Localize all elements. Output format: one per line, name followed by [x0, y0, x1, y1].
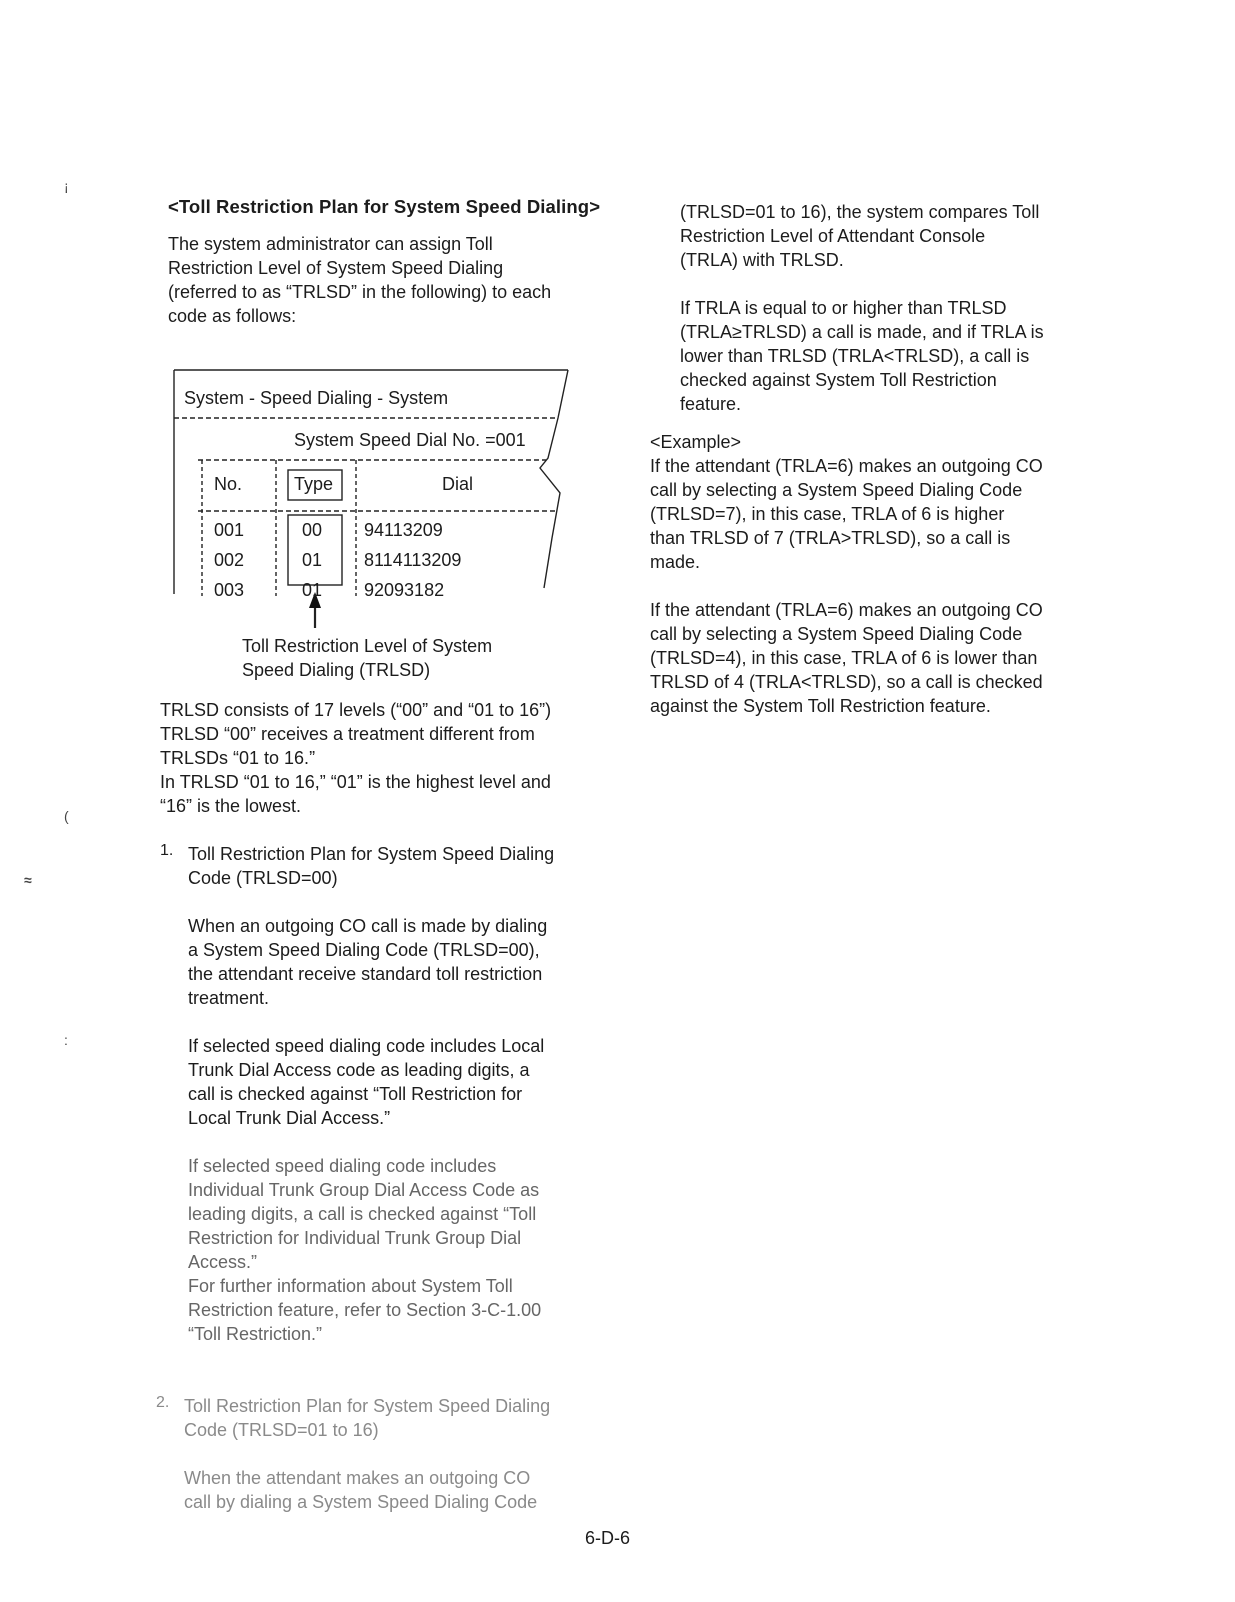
text-line: If the attendant (TRLA=6) makes an outgoing CO	[650, 456, 1043, 476]
text-line: Toll Restriction Plan for System Speed Dialing	[188, 844, 555, 864]
row-no: 003	[214, 580, 245, 600]
screen-figure	[168, 348, 628, 688]
caption-line: Toll Restriction Level of System	[242, 636, 493, 656]
text-line: Code (TRLSD=01 to 16)	[184, 1420, 379, 1440]
text-line: Individual Trunk Group Dial Access Code as	[188, 1180, 540, 1200]
text-line: TRLSD “00” receives a treatment different from	[160, 724, 535, 744]
text-line: Code (TRLSD=00)	[188, 868, 338, 888]
text-line: For further information about System Toll	[188, 1276, 513, 1296]
row-type: 01	[302, 580, 323, 600]
text-line: the attendant receive standard toll restriction	[188, 964, 543, 984]
text-line: Restriction Level of System Speed Dialing	[168, 258, 504, 278]
text-line: When the attendant makes an outgoing CO	[184, 1468, 531, 1488]
column-header-type: Type	[294, 474, 334, 494]
text-line: TRLSDs “01 to 16.”	[160, 748, 316, 768]
left-column	[156, 196, 620, 1514]
text-line: than TRLSD of 7 (TRLA>TRLSD), so a call is	[650, 528, 1011, 548]
row-dial: 94113209	[364, 520, 443, 540]
text-line: If TRLA is equal to or higher than TRLSD	[680, 298, 1007, 318]
text-line: (referred to as “TRLSD” in the following) to each	[168, 282, 552, 302]
section-heading: <Toll Restriction Plan for System Speed Dialing>	[168, 196, 601, 217]
screen-title: System - Speed Dialing - System	[184, 388, 449, 408]
text-line: (TRLA≥TRLSD) a call is made, and if TRLA is	[680, 322, 1044, 342]
row-dial: 92093182	[364, 580, 445, 600]
text-line: (TRLA) with TRLSD.	[680, 250, 844, 270]
text-line: If the attendant (TRLA=6) makes an outgoing CO	[650, 600, 1043, 620]
row-dial: 8114113209	[364, 550, 462, 570]
levels-paragraph	[160, 698, 620, 818]
text-line: The system administrator can assign Toll	[168, 234, 493, 254]
page-number: 6-D-6	[585, 1528, 631, 1548]
text-line: Restriction feature, refer to Section 3-C-1.00	[188, 1300, 542, 1320]
margin-mark: ¡	[64, 178, 69, 194]
text-line: treatment.	[188, 988, 270, 1008]
figure-caption	[242, 634, 492, 682]
column-header-no: No.	[214, 474, 243, 494]
row-type: 01	[302, 550, 323, 570]
row-no: 002	[214, 550, 245, 570]
list-number: 2.	[156, 1394, 170, 1411]
text-line: TRLSD consists of 17 levels (“00” and “01 to 16”)	[160, 700, 552, 720]
text-line: call by selecting a System Speed Dialing Code	[650, 624, 1023, 644]
text-line: call by selecting a System Speed Dialing Code	[650, 480, 1023, 500]
margin-mark: (	[64, 808, 69, 824]
text-line: “Toll Restriction.”	[188, 1324, 323, 1344]
text-line: Local Trunk Dial Access.”	[188, 1108, 391, 1128]
margin-mark: ≈	[24, 872, 32, 888]
text-line: Restriction for Individual Trunk Group Dial	[188, 1228, 522, 1248]
list-item-1	[160, 842, 620, 1346]
text-line: (TRLSD=7), in this case, TRLA of 6 is higher	[650, 504, 1005, 524]
example-section	[650, 430, 1090, 718]
list-number: 1.	[160, 842, 174, 859]
text-line: (TRLSD=4), in this case, TRLA of 6 is lower than	[650, 648, 1038, 668]
text-line: a System Speed Dialing Code (TRLSD=00),	[188, 940, 540, 960]
text-line: made.	[650, 552, 701, 572]
text-line: call is checked against “Toll Restriction for	[188, 1084, 523, 1104]
text-line: Access.”	[188, 1252, 258, 1272]
list-item-2	[156, 1394, 620, 1514]
text-line: If selected speed dialing code includes Local	[188, 1036, 545, 1056]
row-no: 001	[214, 520, 245, 540]
text-line: (TRLSD=01 to 16), the system compares Toll	[680, 202, 1040, 222]
text-line: When an outgoing CO call is made by dialing	[188, 916, 548, 936]
margin-mark: :	[64, 1032, 68, 1048]
dial-number-line: System Speed Dial No. =001	[294, 430, 526, 450]
text-line: leading digits, a call is checked against “Toll	[188, 1204, 537, 1224]
text-line: lower than TRLSD (TRLA<TRLSD), a call is	[680, 346, 1030, 366]
caption-line: Speed Dialing (TRLSD)	[242, 660, 431, 680]
column-header-dial: Dial	[442, 474, 474, 494]
row-type: 00	[302, 520, 323, 540]
text-line: Trunk Dial Access code as leading digits, a	[188, 1060, 530, 1080]
text-line: call by dialing a System Speed Dialing Code	[184, 1492, 538, 1512]
text-line: Restriction Level of Attendant Console	[680, 226, 986, 246]
text-line: checked against System Toll Restriction	[680, 370, 997, 390]
text-line: TRLSD of 4 (TRLA<TRLSD), so a call is checked	[650, 672, 1043, 692]
text-line: In TRLSD “01 to 16,” “01” is the highest level and	[160, 772, 551, 792]
text-line: If selected speed dialing code includes	[188, 1156, 497, 1176]
example-label: <Example>	[650, 432, 742, 452]
comparison-paragraph	[680, 200, 1090, 416]
text-line: code as follows:	[168, 306, 297, 326]
text-line: Toll Restriction Plan for System Speed Dialing	[184, 1396, 551, 1416]
right-column	[650, 200, 1090, 718]
intro-paragraph	[168, 232, 620, 328]
text-line: feature.	[680, 394, 742, 414]
text-line: against the System Toll Restriction feature.	[650, 696, 991, 716]
text-line: “16” is the lowest.	[160, 796, 302, 816]
